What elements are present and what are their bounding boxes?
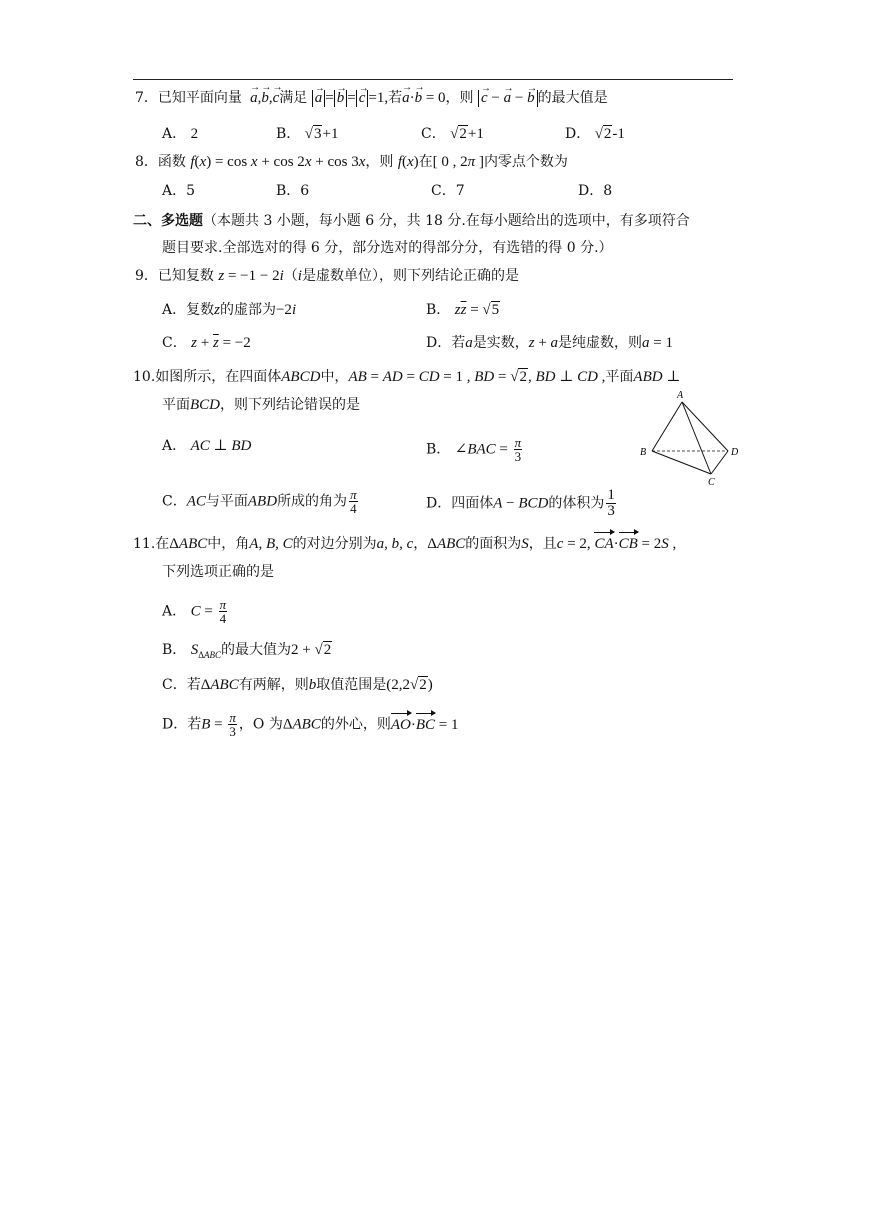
- question-10-option-c: C．AC与平面ABD所成的角为 $\frac{\pi}{4}$: [162, 487, 357, 516]
- question-8-option-c: C．7: [431, 183, 465, 199]
- question-8-option-b: B．6: [276, 183, 310, 199]
- question-10-option-b: B． ∠BAC = $\frac{\pi}{3}$: [426, 435, 522, 464]
- question-11-option-a: A． C = $\frac{\pi}{4}$: [162, 597, 227, 626]
- question-10-option-d: D．四面体A − BCD的体积为 $\frac{1}{3}$: [426, 487, 615, 519]
- question-7-option-b: B． √3+1: [276, 126, 339, 142]
- question-8-option-a: A．5: [162, 183, 196, 199]
- question-11-stem-line2: 下列选项正确的是: [162, 564, 274, 580]
- question-7-option-c: C． √2+1: [421, 126, 484, 142]
- question-10-stem: 10.如图所示，在四面体ABCD中，AB = AD = CD = 1 , BD = √2, BD ⊥ CD ,平面ABD ⊥: [133, 369, 681, 385]
- question-9-option-d: D．若a是实数，z + a是纯虚数，则a = 1: [426, 335, 674, 351]
- vertex-label-d: D: [731, 447, 739, 458]
- question-7-option-a: A． 2: [162, 126, 199, 142]
- question-9-option-c: C． $z + \overline{z} = -2$: [162, 335, 251, 351]
- section-2-desc-line2: 题目要求.全部选对的得 6 分，部分选对的得部分分，有选错的得 0 分.）: [162, 240, 613, 256]
- question-9-stem: 9．已知复数 z = −1 − 2i（i是虚数单位），则下列结论正确的是: [135, 268, 519, 284]
- question-11-stem: 11.在ΔABC中，角A, B, C的对边分别为a, b, c，ΔABC的面积为S，且c = 2, CA·CB = 2S ,: [133, 536, 677, 552]
- tetrahedron-figure: [636, 388, 746, 488]
- edge-cd: [711, 451, 728, 474]
- question-9-option-b: B． $z\overline{z} = √5$: [426, 302, 500, 318]
- question-11-option-c: C．若ΔABC有两解，则b取值范围是(2,2√2): [162, 677, 433, 693]
- question-7-stem: 7．已知平面向量 → a,→ b,→ c满足 → a = → b = → c =1,若→ a·→ b = 0，则 → c − → a − → b 的最大值是: [135, 88, 608, 108]
- question-11-option-d: D．若B = $\frac{\pi}{3}$ ，O 为ΔABC的外心，则AO·BC = 1: [162, 710, 459, 739]
- question-7-option-d: D． √2-1: [565, 126, 625, 142]
- section-2-header: 二、多选题（本题共 3 小题，每小题 6 分，共 18 分.在每小题给出的选项中，有多项符合: [133, 213, 690, 229]
- question-8-stem: 8．函数 f(x) = cos x + cos 2x + cos 3x，则 f(x)在[ 0 , 2π ]内零点个数为: [135, 154, 568, 170]
- header-rule: [133, 79, 733, 80]
- question-9-option-a: A．复数z的虚部为−2i: [162, 302, 297, 318]
- question-11-option-b: B． $S_{\Delta ABC}$的最大值为2 + √2: [162, 642, 332, 660]
- edge-ad: [682, 402, 728, 451]
- question-10-option-a: A． AC ⊥ BD: [162, 438, 252, 454]
- question-8-option-d: D．8: [578, 183, 613, 199]
- edge-ac: [682, 402, 711, 474]
- section-2-title: 二、多选题: [133, 213, 203, 229]
- edge-bc: [652, 451, 711, 474]
- edge-ab: [652, 402, 682, 451]
- vertex-label-a: A: [677, 390, 684, 401]
- vertex-label-b: B: [640, 447, 647, 458]
- question-10-stem-line2: 平面BCD，则下列结论错误的是: [162, 397, 360, 413]
- vertex-label-c: C: [708, 477, 715, 488]
